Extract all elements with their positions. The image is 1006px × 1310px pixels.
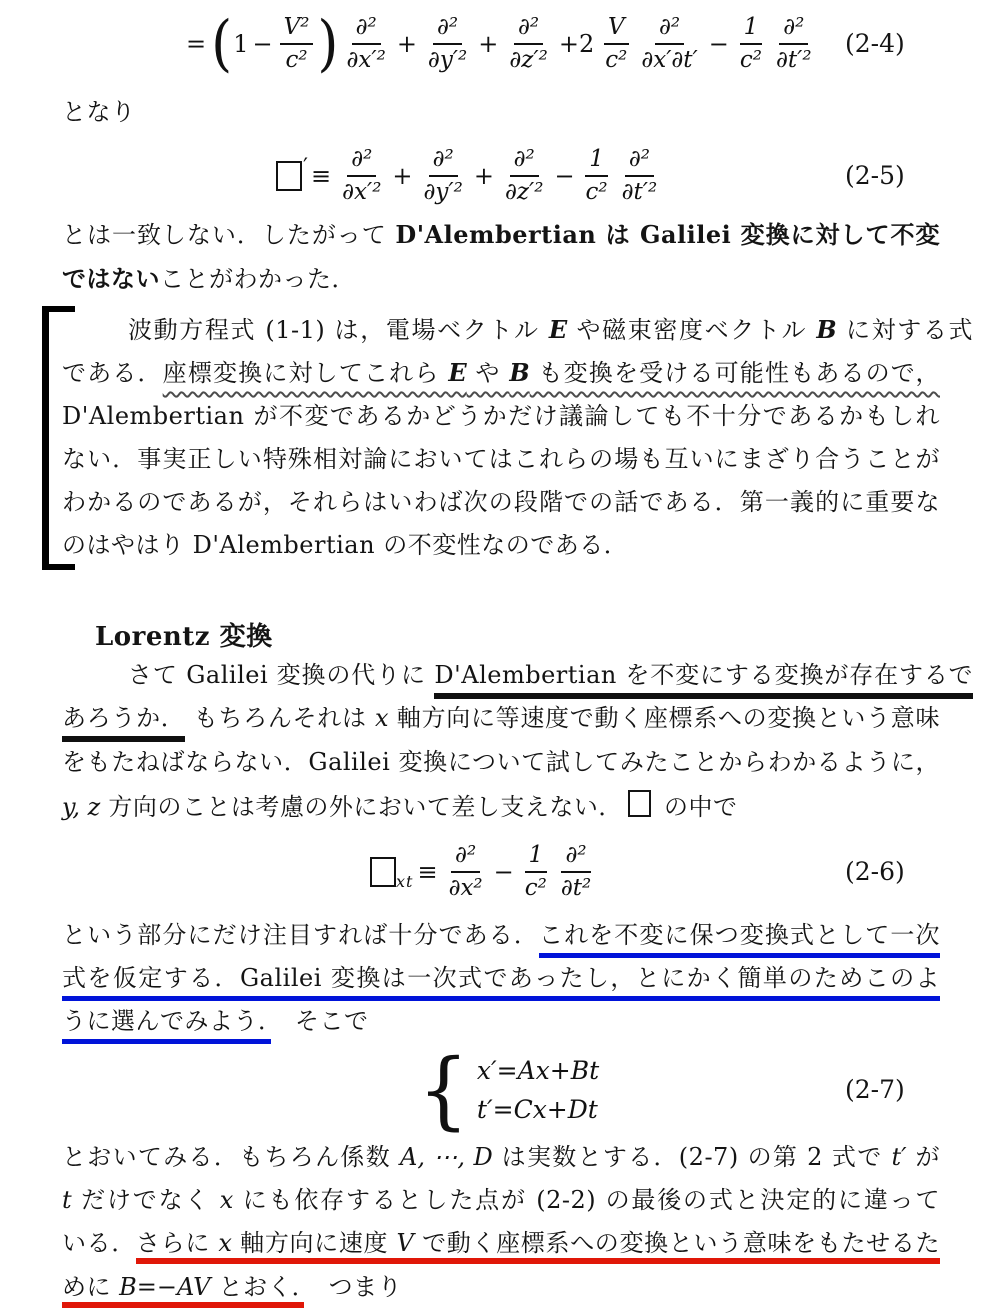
text-line <box>62 1228 940 1258</box>
text-segment: のはやはり D'Alembertian の不変性なのである． <box>62 531 629 559</box>
text-segment: E <box>548 315 568 344</box>
text-segment: の中で <box>655 793 738 821</box>
text-segment: D'Alembertian が不変であるかどうかだけ議論しても不十分であるかもしれ <box>62 402 940 430</box>
plus-sign: + <box>392 162 413 190</box>
text-line <box>62 747 940 777</box>
text-segment: B <box>816 315 837 344</box>
text-segment: は実数とする．(2-7) の第 2 式で <box>492 1143 892 1171</box>
text-line <box>62 444 940 474</box>
eq-label-2-7: (2-7) <box>845 1075 905 1104</box>
text-segment: 軸方向に等速度で動く座標系への変換という意味 <box>388 704 940 732</box>
text-segment: をもたねばならない．Galilei 変換について試してみたことからわかるように， <box>62 748 940 776</box>
text-segment: x <box>218 1229 232 1264</box>
text-segment: に対する式 <box>836 316 973 344</box>
fraction-d2-dx2: $\frac{\text{∂²}}{\text{∂x′²}}$ <box>342 145 382 205</box>
text-line <box>62 401 940 431</box>
fraction-V-c2: $\frac{V}{\text{c²}}$ <box>605 13 628 73</box>
text-segment: 式を仮定する．Galilei 変換は一次式であったし，とにかく簡単のためこのよ <box>62 964 940 1001</box>
equals-sign: = <box>186 30 207 58</box>
text-segment: 波動方程式 (1-1) は，電場ベクトル <box>128 316 549 344</box>
text-segment: いる． <box>62 1229 137 1257</box>
text-segment: D'Alembertian を不変にする変換が存在するで <box>434 661 973 699</box>
text-segment: とおいてみる．もちろん係数 <box>62 1143 400 1171</box>
text-line <box>62 97 940 127</box>
text-segment: 座標変換に対してこれら <box>162 359 449 387</box>
minus-sign: − <box>708 30 729 58</box>
fraction-d2-dt2: $\frac{\text{∂²}}{\text{∂t′²}}$ <box>776 13 812 73</box>
text-segment: とは一致しない．したがって <box>62 221 396 249</box>
plus-sign: + <box>478 30 499 58</box>
text-line <box>62 963 940 993</box>
text-line <box>62 220 940 250</box>
text-segment: だけでなく <box>71 1186 220 1214</box>
box-operator-icon <box>276 161 302 191</box>
text-line <box>62 920 940 950</box>
fraction-d2-dy2: $\frac{\text{∂²}}{\text{∂y′²}}$ <box>427 13 468 73</box>
text-segment: x <box>375 704 389 732</box>
plus-sign: + <box>473 162 494 190</box>
text-segment: である． <box>62 359 163 387</box>
equiv-sign: ≡ <box>417 858 438 886</box>
equation-2-7 <box>418 1040 600 1139</box>
text-segment: つまり <box>304 1273 403 1301</box>
box-operator-icon <box>370 857 396 887</box>
text-line <box>62 530 940 560</box>
text-segment: さらに <box>136 1229 218 1264</box>
text-segment: これを不変に保つ変換式として一次 <box>539 921 940 958</box>
equation-2-6 <box>370 834 598 910</box>
text-segment: うに選んでみよう． <box>62 1007 271 1044</box>
text-line <box>95 660 973 690</box>
text-segment: ことがわかった． <box>160 265 356 293</box>
text-segment: という部分にだけ注目すれば十分である． <box>62 921 539 949</box>
plus-sign: + <box>396 30 417 58</box>
text-segment: とおく． <box>210 1273 304 1308</box>
plus-two: +2 <box>558 30 595 58</box>
fraction-1-c2: $\frac{1}{\text{c²}}$ <box>739 13 762 73</box>
text-segment: や磁束密度ベクトル <box>567 316 817 344</box>
fraction-d2-dz2: $\frac{\text{∂²}}{\text{∂z′²}}$ <box>504 145 544 205</box>
eq-label-2-4: (2-4) <box>845 29 905 58</box>
fraction-d2-dxdt: $\frac{\text{∂²}}{\partial x'\partial t'}$ <box>641 13 698 73</box>
text-line <box>62 1142 940 1172</box>
text-segment: A, ⋯, D <box>399 1143 493 1171</box>
text-line <box>62 703 940 733</box>
section-heading-lorentz: Lorentz 変換 <box>95 622 273 652</box>
text-segment: が <box>906 1143 941 1171</box>
text-segment: めに <box>62 1273 119 1308</box>
text-segment: もちろんそれは <box>185 704 376 732</box>
minus-sign: − <box>252 30 273 58</box>
equiv-sign: ≡ <box>311 162 332 190</box>
text-segment: B=−AV <box>119 1273 210 1308</box>
equation-2-5 <box>276 138 664 214</box>
minus-sign: − <box>493 858 514 886</box>
text-segment: x <box>219 1186 234 1214</box>
text-segment: B <box>509 358 530 387</box>
text-segment: ではない <box>62 264 160 293</box>
fraction-d2-dy2: $\frac{\text{∂²}}{\text{∂y′²}}$ <box>423 145 463 205</box>
text-line <box>62 264 940 294</box>
eq-label-2-5: (2-5) <box>845 161 905 190</box>
text-segment: となり <box>62 98 136 126</box>
fraction-d2-dx2: $\frac{\text{∂²}}{\text{∂x′²}}$ <box>346 13 386 73</box>
text-line <box>95 315 973 345</box>
text-segment: にも依存するとした点が (2-2) の最後の式と決定的に違って <box>233 1186 940 1214</box>
equation-rows <box>477 1056 599 1124</box>
text-segment: 軸方向に速度 <box>232 1229 397 1264</box>
text-line <box>62 790 940 822</box>
text-segment: D'Alembertian は Galilei 変換に対して不変 <box>395 220 940 249</box>
text-segment: ない．事実正しい特殊相対論においてはこれらの場も互いにまざり合うことが <box>62 445 940 473</box>
equation-row-1: x′=Ax+Bt <box>476 1056 600 1085</box>
text-segment: で動く座標系への変換という意味をもたせるた <box>414 1229 940 1264</box>
fraction-d2-dt2: $\frac{\text{∂²}}{\text{∂t′²}}$ <box>621 145 658 205</box>
equation-row-2: t′=Cx+Dt <box>476 1095 598 1124</box>
close-paren: ) <box>317 8 339 79</box>
fraction-d2-dx2: $\frac{\text{∂²}}{\text{∂x²}}$ <box>448 841 483 901</box>
one: 1 <box>233 30 249 58</box>
text-segment: V <box>396 1229 413 1264</box>
fraction-1-c2: $\frac{1}{\text{c²}}$ <box>585 145 608 205</box>
fraction-d2-dz2: $\frac{\text{∂²}}{\text{∂z′²}}$ <box>509 13 548 73</box>
fraction-d2-dt2: $\frac{\text{∂²}}{\text{∂t²}}$ <box>560 841 592 901</box>
system-brace: { <box>418 1040 469 1139</box>
text-segment: わかるのであるが，それらはいわば次の段階での話である．第一義的に重要な <box>62 488 940 516</box>
text-segment: 方向のことは考慮の外において差し支えない． <box>100 793 623 821</box>
fraction-1-c2: $\frac{1}{\text{c²}}$ <box>524 841 547 901</box>
text-segment: や <box>466 359 510 387</box>
eq-label-2-6: (2-6) <box>845 857 905 886</box>
box-operator-icon <box>628 790 651 817</box>
text-line <box>62 1272 940 1302</box>
fraction-V2-c2: $\frac{\text{V²}}{\text{c²}}$ <box>280 15 314 74</box>
text-segment: も変換を受ける可能性もあるので， <box>529 359 940 387</box>
text-line <box>62 487 940 517</box>
text-segment: そこで <box>270 1007 369 1035</box>
text-segment: t <box>62 1186 72 1214</box>
open-paren: ( <box>211 8 233 79</box>
text-segment: あろうか． <box>62 704 185 742</box>
equation-2-4 <box>182 6 819 82</box>
text-segment: さて Galilei 変換の代りに <box>128 661 435 689</box>
text-line <box>62 1006 940 1036</box>
text-line <box>62 358 940 388</box>
text-segment: y, z <box>62 793 101 821</box>
minus-sign: − <box>554 162 575 190</box>
text-line <box>62 1185 940 1215</box>
text-segment: t′ <box>891 1143 907 1171</box>
dalembertian-box-prime: ′ <box>276 161 307 191</box>
dalembertian-box-xt: xt <box>370 857 413 887</box>
text-segment: E <box>448 358 467 387</box>
